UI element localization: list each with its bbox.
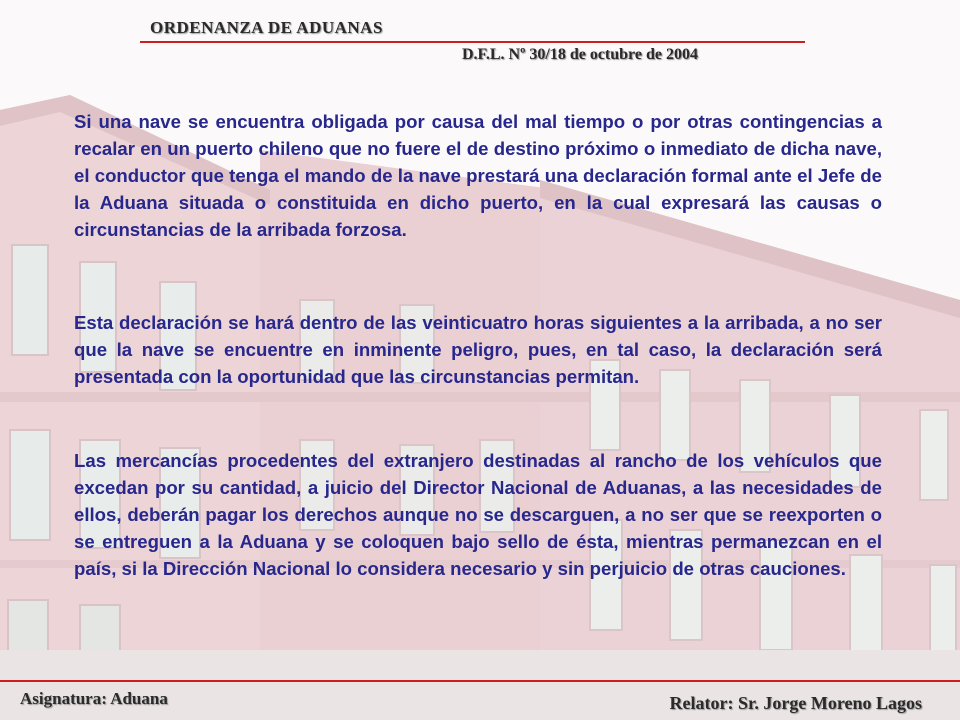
document-subtitle: D.F.L. Nº 30/18 de octubre de 2004 xyxy=(462,46,698,63)
document-title: ORDENANZA DE ADUANAS xyxy=(150,18,383,37)
paragraph-plazo-declaracion: Esta declaración se hará dentro de las veinticuatro horas siguientes a la arribada, a no ser que la nave se encuentre en inminente peligro, pues, en tal caso, la declaración será presentada con la oportunidad que las circunstancias permitan. xyxy=(74,312,882,387)
footer-divider xyxy=(0,680,960,682)
footer-speaker: Relator: Sr. Jorge Moreno Lagos xyxy=(669,693,922,713)
paragraph-arribada-forzosa: Si una nave se encuentra obligada por causa del mal tiempo o por otras contingencias a recalar en un puerto chileno que no fuere el de destino próximo o inmediato de dicha nave, el conductor que tenga el mando de la nave prestará una declaración formal ante el Jefe de la Aduana situada o constituida en dicho puerto, en la cual expresará las causas o circunstancias de la arribada forzosa. xyxy=(74,111,882,240)
paragraph-mercancias-rancho: Las mercancías procedentes del extranjero destinadas al rancho de los vehículos que excedan por su cantidad, a juicio del Director Nacional de Aduanas, a las necesidades de ellos, deberán pagar los derechos aunque no se descarguen, a no ser que se reexporten o se entreguen a la Aduana y se coloquen bajo sello de ésta, mientras permanezcan en el país, si la Dirección Nacional lo considera necesario y sin perjuicio de otras cauciones. xyxy=(74,450,882,579)
header-divider xyxy=(140,41,805,43)
footer-subject: Asignatura: Aduana xyxy=(20,689,168,708)
